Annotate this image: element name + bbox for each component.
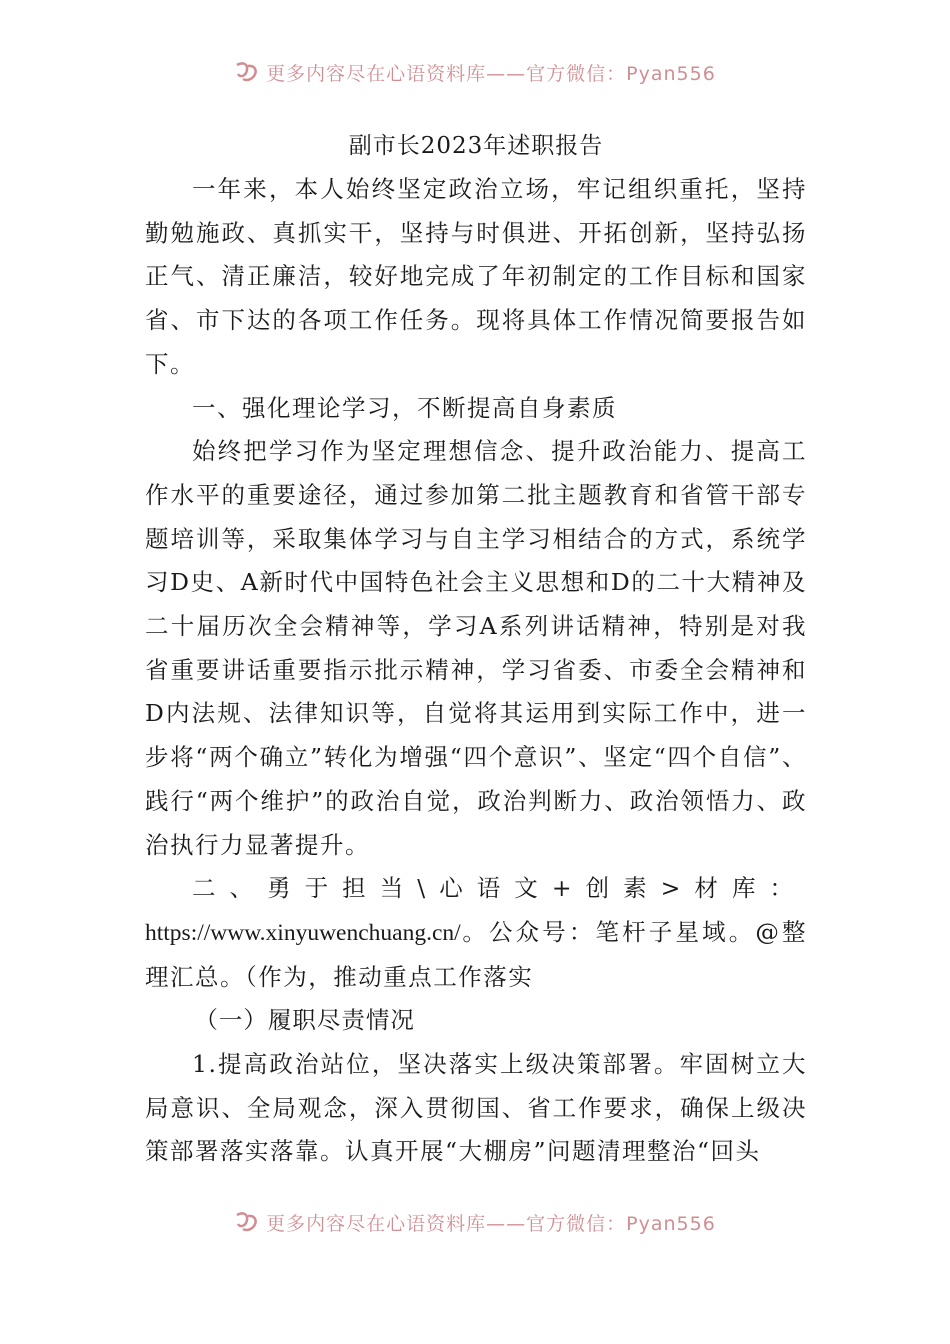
section-heading-1: 一、强化理论学习，不断提高自身素质: [192, 393, 617, 422]
section-1-paragraph: 始终把学习作为坚定理想信念、提升政治能力、提高工作水平的重要途径，通过参加第二批主题教育和省管干部专题培训等，采取集体学习与自主学习相结合的方式，系统学习D史、A新时代中国特色社会主义思想和D的二十大精神及二十届历次全会精神等，学习A系列讲话精神，特别是对我省重要讲话重要指示批示精神，学习省委、市委全会精神和D内法规、法律知识等，自觉将其运用到实际工作中，进一步将“两个确立”转化为增强“四个意识”、坚定“四个自信”、践行“两个维护”的政治自觉，政治判断力、政治领悟力、政治执行力显著提升。: [145, 437, 807, 859]
website-link[interactable]: https://www.xinyuwenchuang.cn/: [145, 919, 461, 946]
section-2-prefix: 二、勇于担当\心语文+创素>材库：: [192, 874, 807, 903]
document-page: [145, 124, 807, 1174]
brand-logo-icon: [234, 61, 260, 83]
section-2-suffix: 。公众号：笔杆子星域。@整理汇总。（作为，推动重点工作落实: [145, 917, 807, 991]
watermark-footer: [0, 1208, 950, 1236]
item-1-paragraph: 1.提高政治站位，坚决落实上级决策部署。牢固树立大局意识、全局观念，深入贯彻国、省工作要求，确保上级决策部署落实落靠。认真开展“大棚房”问题清理整治“回头: [145, 1050, 807, 1166]
document-title: 副市长2023年述职报告: [348, 133, 604, 159]
subsection-heading-1: （一）履职尽责情况: [194, 1006, 415, 1035]
watermark-text: 更多内容尽在心语资料库——官方微信：Pyan556: [266, 62, 716, 85]
watermark-header: [0, 58, 950, 86]
intro-paragraph: 一年来，本人始终坚定政治立场，牢记组织重托，坚持勤勉施政、真抓实干，坚持与时俱进、开拓创新，坚持弘扬正气、清正廉洁，较好地完成了年初制定的工作目标和国家省、市下达的各项工作任务。现将具体工作情况简要报告如下。: [145, 175, 807, 378]
brand-logo-icon: [234, 1211, 260, 1233]
section-heading-2: [145, 867, 807, 999]
watermark-text: 更多内容尽在心语资料库——官方微信：Pyan556: [266, 1212, 716, 1235]
